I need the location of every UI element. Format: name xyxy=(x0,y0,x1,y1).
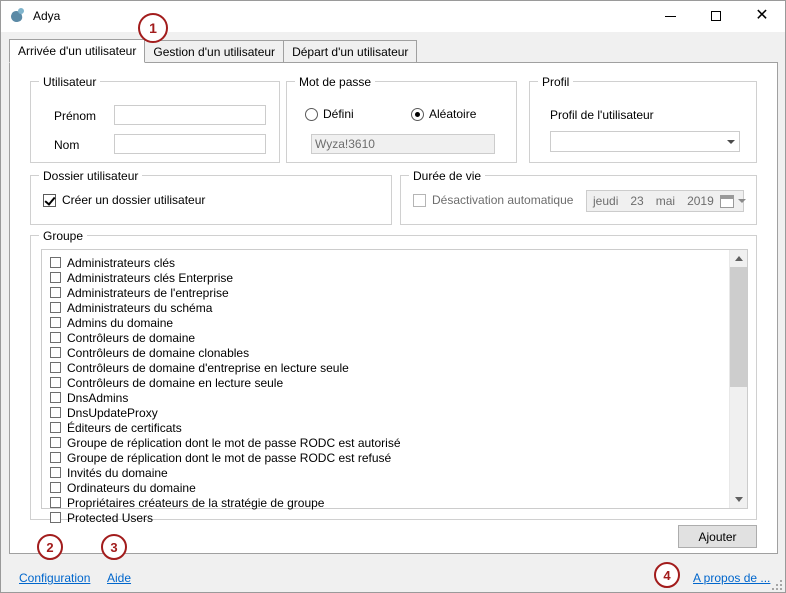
list-item-label: Invités du domaine xyxy=(67,465,168,480)
prenom-input[interactable] xyxy=(114,105,266,125)
close-button[interactable] xyxy=(739,1,785,31)
list-item-label: Contrôleurs de domaine xyxy=(67,330,196,345)
list-item[interactable] xyxy=(50,495,730,510)
creer-dossier-utilisateur-checkbox[interactable] xyxy=(43,193,205,207)
list-item-label: DnsUpdateProxy xyxy=(67,405,158,420)
configuration-link[interactable]: Configuration xyxy=(19,571,91,585)
utilisateur-group-legend: Utilisateur xyxy=(39,75,100,89)
checkbox-icon[interactable] xyxy=(50,452,61,463)
checkbox-icon[interactable] xyxy=(50,422,61,433)
maximize-button[interactable] xyxy=(693,1,739,31)
creer-dossier-utilisateur-label: Créer un dossier utilisateur xyxy=(62,193,206,207)
nom-input[interactable] xyxy=(114,134,266,154)
duree-de-vie-group-legend: Durée de vie xyxy=(409,169,485,183)
desactivation-date-picker[interactable] xyxy=(586,190,744,212)
app-icon xyxy=(10,8,26,24)
list-item-label: Contrôleurs de domaine clonables xyxy=(67,345,250,360)
groupe-group xyxy=(30,229,757,525)
ajouter-button[interactable] xyxy=(678,525,757,548)
checkbox-icon[interactable] xyxy=(50,497,61,508)
duree-de-vie-group xyxy=(400,169,757,225)
checkbox-icon[interactable] xyxy=(50,392,61,403)
list-item-label: Administrateurs du schéma xyxy=(67,300,213,315)
date-year: 2019 xyxy=(687,194,714,208)
list-item[interactable] xyxy=(50,345,730,360)
checkbox-icon[interactable] xyxy=(50,347,61,358)
list-item-label: DnsAdmins xyxy=(67,390,129,405)
tab-label: Gestion d'un utilisateur xyxy=(153,45,276,59)
profil-group xyxy=(529,75,757,163)
chevron-down-icon xyxy=(722,132,739,151)
scrollbar-thumb[interactable] xyxy=(730,267,747,387)
checkbox-icon xyxy=(413,194,426,207)
list-item-label: Administrateurs clés xyxy=(67,255,176,270)
list-item[interactable] xyxy=(50,435,730,450)
list-item-label: Ordinateurs du domaine xyxy=(67,480,196,495)
groupe-list-items xyxy=(42,250,730,525)
list-item[interactable] xyxy=(50,450,730,465)
checkbox-icon[interactable] xyxy=(50,437,61,448)
annotation-1: 1 xyxy=(138,13,168,43)
list-item-label: Administrateurs clés Enterprise xyxy=(67,270,234,285)
minimize-button[interactable] xyxy=(647,1,693,31)
list-item[interactable] xyxy=(50,330,730,345)
checkbox-icon[interactable] xyxy=(50,257,61,268)
date-month: mai xyxy=(655,194,676,208)
profil-utilisateur-label: Profil de l'utilisateur xyxy=(550,108,654,122)
checkbox-icon[interactable] xyxy=(50,272,61,283)
list-item[interactable] xyxy=(50,360,730,375)
apropos-link[interactable]: A propos de ... xyxy=(693,571,771,585)
minimize-icon xyxy=(665,16,676,17)
calendar-icon xyxy=(720,195,734,208)
checkbox-icon xyxy=(43,194,56,207)
prenom-label: Prénom xyxy=(54,109,97,123)
mot-de-passe-group xyxy=(286,75,517,163)
tab-strip xyxy=(9,39,416,63)
checkbox-icon[interactable] xyxy=(50,317,61,328)
checkbox-icon[interactable] xyxy=(50,377,61,388)
list-item-label: Admins du domaine xyxy=(67,315,174,330)
list-item[interactable] xyxy=(50,315,730,330)
list-item[interactable] xyxy=(50,375,730,390)
desactivation-automatique-checkbox[interactable] xyxy=(413,193,573,207)
desactivation-automatique-label: Désactivation automatique xyxy=(432,193,574,207)
annotation-2: 2 xyxy=(37,534,63,560)
radio-aleatoire[interactable] xyxy=(411,107,476,121)
list-item[interactable] xyxy=(50,480,730,495)
aide-link[interactable]: Aide xyxy=(107,571,132,585)
profil-utilisateur-select[interactable] xyxy=(550,131,740,152)
list-item[interactable] xyxy=(50,420,730,435)
checkbox-icon[interactable] xyxy=(50,362,61,373)
list-item-label: Éditeurs de certificats xyxy=(67,420,182,435)
tab-depart-utilisateur[interactable] xyxy=(283,40,417,63)
radio-defini-label: Défini xyxy=(323,107,354,121)
list-item[interactable] xyxy=(50,300,730,315)
radio-circle-icon xyxy=(411,108,424,121)
groupe-group-legend: Groupe xyxy=(39,229,87,243)
checkbox-icon[interactable] xyxy=(50,287,61,298)
tab-label: Arrivée d'un utilisateur xyxy=(18,44,137,58)
annotation-4: 4 xyxy=(654,562,680,588)
dossier-utilisateur-group xyxy=(30,169,392,225)
checkbox-icon[interactable] xyxy=(50,467,61,478)
radio-circle-icon xyxy=(305,108,318,121)
list-item[interactable] xyxy=(50,270,730,285)
maximize-icon xyxy=(711,11,721,21)
checkbox-icon[interactable] xyxy=(50,302,61,313)
list-item-label: Contrôleurs de domaine en lecture seule xyxy=(67,375,284,390)
scroll-down-icon[interactable] xyxy=(730,491,747,508)
resize-grip[interactable] xyxy=(770,578,782,590)
title-bar xyxy=(1,1,785,32)
groupe-list-scrollbar[interactable] xyxy=(729,250,747,508)
dossier-utilisateur-group-legend: Dossier utilisateur xyxy=(39,169,142,183)
checkbox-icon[interactable] xyxy=(50,407,61,418)
list-item-label: Groupe de réplication dont le mot de passe RODC est autorisé xyxy=(67,435,401,450)
close-icon: ✕ xyxy=(755,7,769,24)
tab-label: Départ d'un utilisateur xyxy=(292,45,409,59)
tab-gestion-utilisateur[interactable] xyxy=(144,40,284,63)
date-picker-controls[interactable] xyxy=(720,195,749,208)
annotation-3: 3 xyxy=(101,534,127,560)
list-item[interactable] xyxy=(50,405,730,420)
list-item[interactable] xyxy=(50,285,730,300)
mot-de-passe-group-legend: Mot de passe xyxy=(295,75,375,89)
password-input[interactable] xyxy=(311,134,495,154)
tab-page-arrivee-utilisateur xyxy=(9,62,778,554)
tab-arrivee-utilisateur[interactable] xyxy=(9,39,145,63)
list-item[interactable] xyxy=(50,390,730,405)
scroll-up-icon[interactable] xyxy=(730,250,747,267)
profil-group-legend: Profil xyxy=(538,75,573,89)
checkbox-icon[interactable] xyxy=(50,482,61,493)
list-item-label: Propriétaires créateurs de la stratégie de groupe xyxy=(67,495,325,510)
date-day: 23 xyxy=(630,194,644,208)
list-item-label: Groupe de réplication dont le mot de passe RODC est refusé xyxy=(67,450,392,465)
list-item[interactable] xyxy=(50,510,730,525)
list-item-label: Administrateurs de l'entreprise xyxy=(67,285,229,300)
groupe-list[interactable] xyxy=(41,249,748,525)
checkbox-icon[interactable] xyxy=(50,512,61,523)
radio-aleatoire-label: Aléatoire xyxy=(429,107,477,121)
date-weekday: jeudi xyxy=(593,194,619,208)
window-title: Adya xyxy=(33,9,61,23)
nom-label: Nom xyxy=(54,138,80,152)
utilisateur-group xyxy=(30,75,280,163)
list-item[interactable] xyxy=(50,255,730,270)
ajouter-button-label: Ajouter xyxy=(698,529,737,544)
list-item[interactable] xyxy=(50,465,730,480)
checkbox-icon[interactable] xyxy=(50,332,61,343)
window-controls xyxy=(647,1,785,31)
chevron-down-icon xyxy=(738,199,746,203)
radio-defini[interactable] xyxy=(305,107,354,121)
list-item-label: Protected Users xyxy=(67,510,154,525)
list-item-label: Contrôleurs de domaine d'entreprise en lecture seule xyxy=(67,360,349,375)
